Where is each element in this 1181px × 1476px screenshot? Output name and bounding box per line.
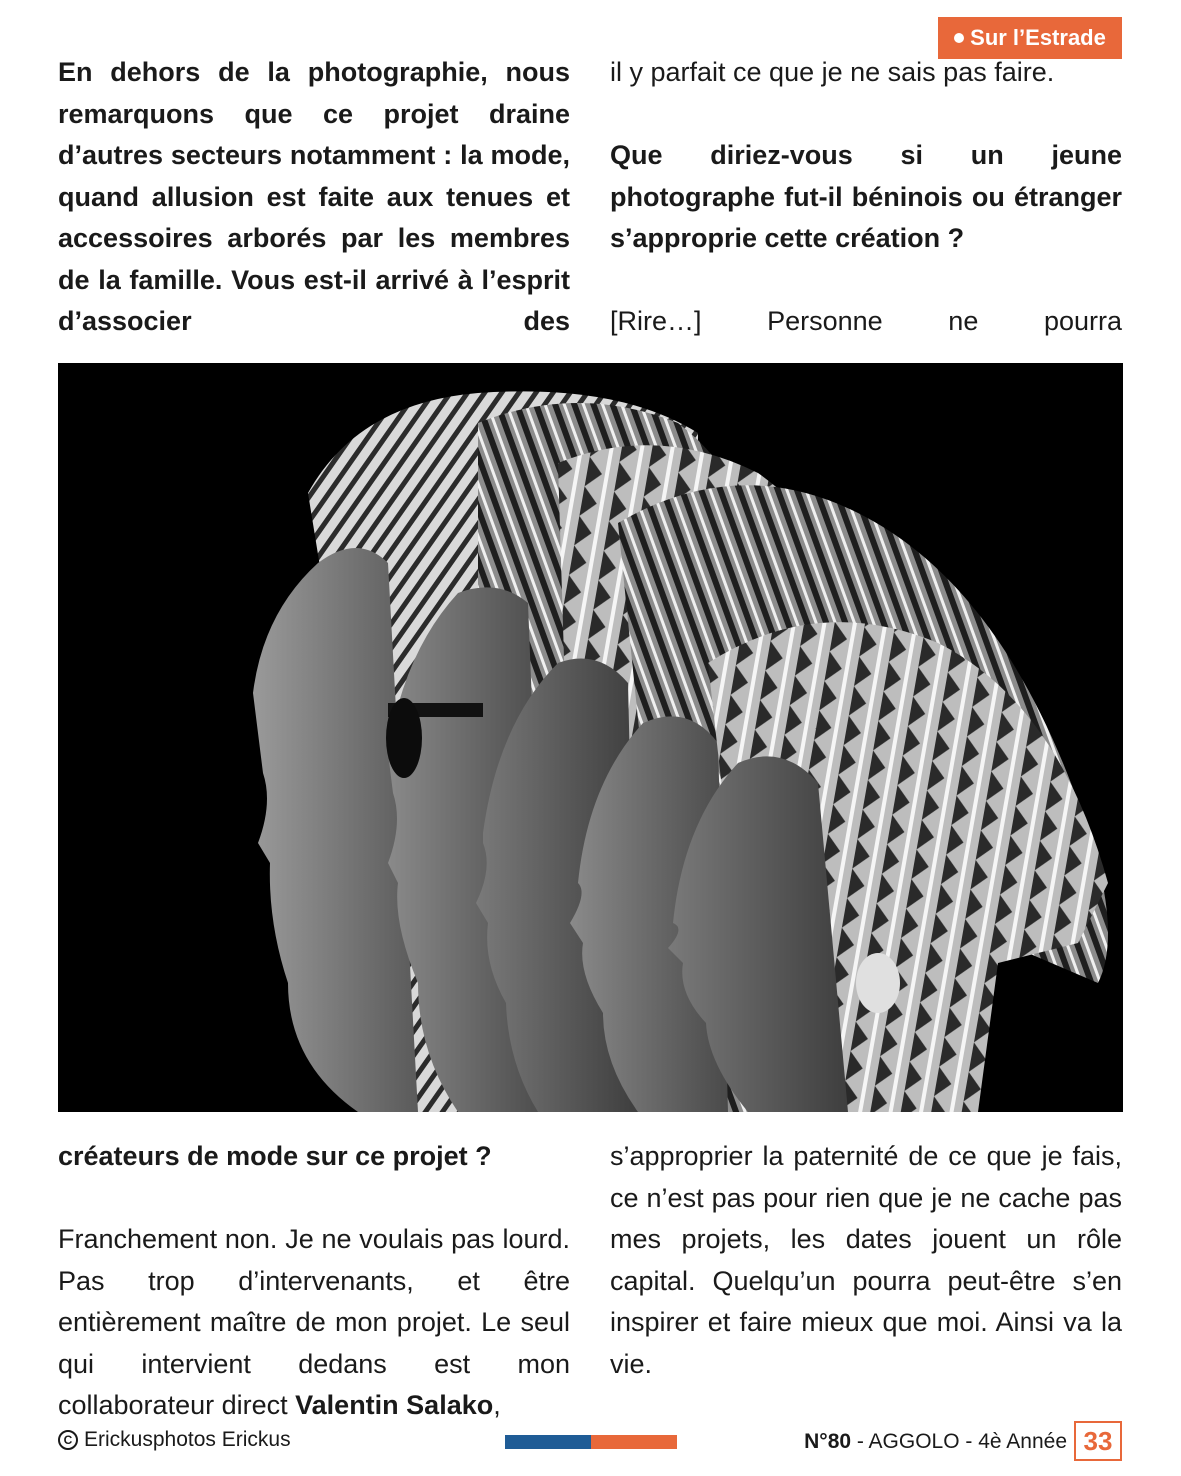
right-column-bottom <box>610 1136 1122 1385</box>
magazine-name: - AGGOLO - 4è Année <box>851 1430 1067 1453</box>
family-portrait-photo <box>58 363 1123 1112</box>
answer-text-part: Franchement non. Je ne voulais pas lourd. Pas trop d’intervenants, et être entièrement maître de mon projet. Le seul qui intervient dedans est mon collaborateur direct <box>58 1224 570 1420</box>
answer-text: il y parfait ce que je ne sais pas faire. <box>610 57 1055 87</box>
footer-color-bar <box>505 1435 677 1449</box>
issue-info <box>804 1430 1067 1454</box>
interview-question: Que diriez-vous si un jeune photographe fut-il béninois ou étranger s’approprie cette création ? <box>610 140 1122 253</box>
answer-text: [Rire…] Personne ne pourra <box>610 306 1122 336</box>
answer-text <box>58 1219 570 1427</box>
interview-question: créateurs de mode sur ce projet ? <box>58 1141 492 1171</box>
collaborator-name: Valentin Salako <box>295 1390 494 1420</box>
right-column-top <box>610 52 1122 343</box>
issue-number: N°80 <box>804 1430 852 1453</box>
interview-question: En dehors de la photographie, nous remarquons que ce projet draine d’autres secteurs notamment : la mode, quand allusion est faite aux tenues et accessoires arborés par les membres de la famille. Vous est-il arrivé à l’esprit d’associer des <box>58 57 570 336</box>
section-tag-label: Sur l’Estrade <box>970 25 1106 50</box>
answer-text: s’approprier la paternité de ce que je fais, ce n’est pas pour rien que je ne cache pas mes projets, les dates jouent un rôle capital. Quelqu’un pourra peut-être s’en inspirer et faire mieux que moi. Ainsi va la vie. <box>610 1141 1122 1379</box>
left-column-top <box>58 52 570 343</box>
page-number: 33 <box>1074 1421 1122 1461</box>
footer-bar-orange <box>591 1435 677 1449</box>
left-column-bottom <box>58 1136 570 1427</box>
photo-credit <box>58 1428 291 1452</box>
bullet-dot-icon <box>954 33 964 43</box>
footer-bar-blue <box>505 1435 591 1449</box>
photo-credit-text: Erickusphotos Erickus <box>84 1428 291 1451</box>
copyright-icon: C <box>58 1430 78 1450</box>
answer-text-part: , <box>493 1390 501 1420</box>
